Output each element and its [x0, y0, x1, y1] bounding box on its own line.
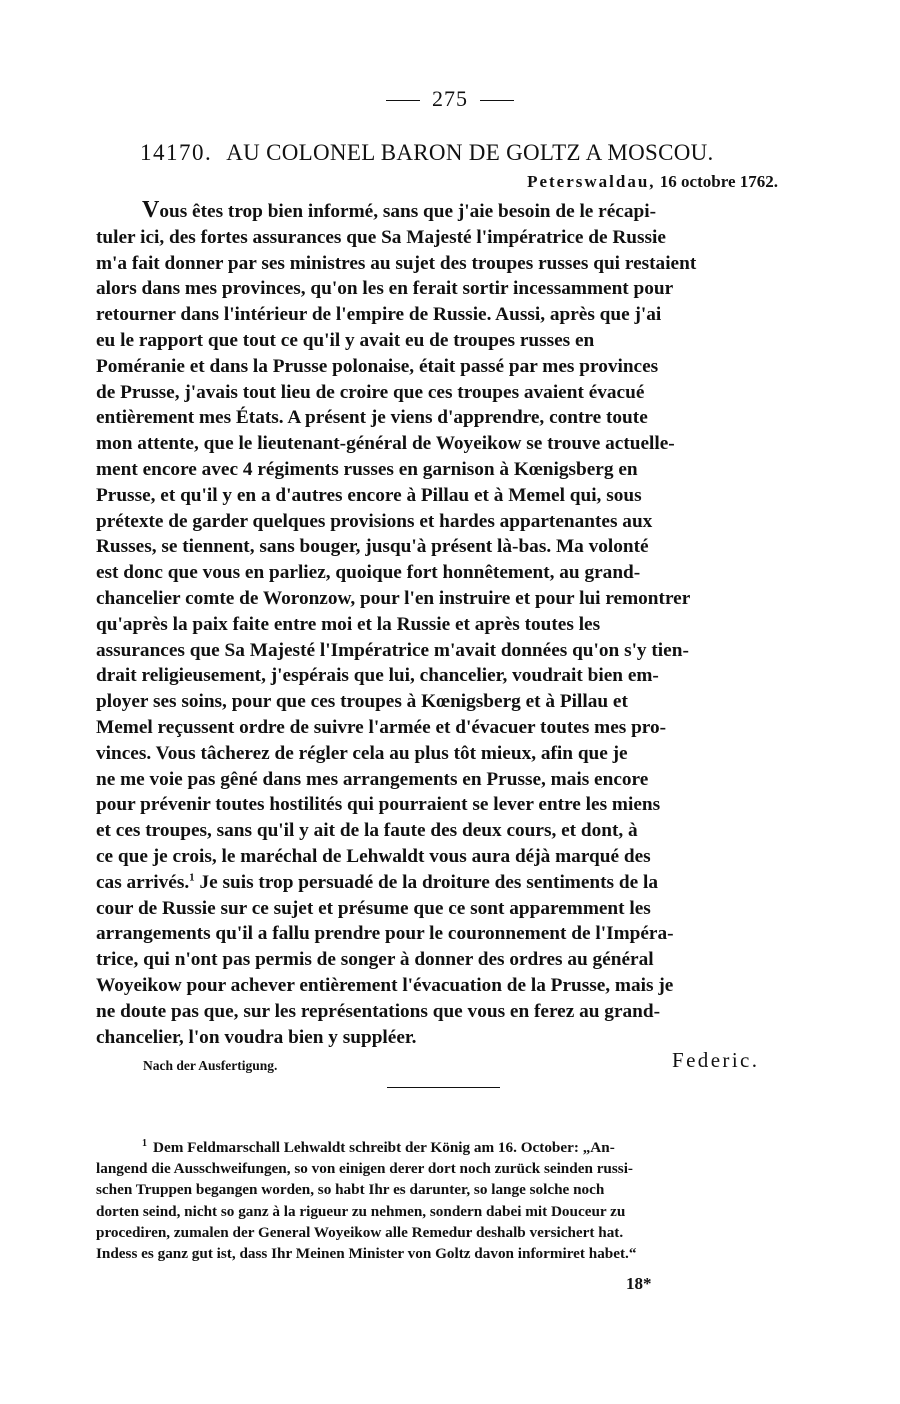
- body-line: ployer ses soins, pour que ces troupes à Kœnigsberg et à Pillau et: [96, 691, 628, 713]
- footnote-line: schen Truppen begangen worden, so habt Ihr es darunter, so lange solche noch: [96, 1181, 605, 1199]
- footnote-line: langend die Ausschweifungen, so von einigen derer dort noch zurück seinden russi-: [96, 1160, 633, 1178]
- body-line: Memel reçussent ordre de suivre l'armée et d'évacuer toutes mes pro-: [96, 716, 667, 738]
- footnote-line: Indess es ganz gut ist, dass Ihr Meinen Minister von Goltz davon informiret habet.“: [96, 1245, 637, 1263]
- body-line: Russes, se tiennent, sans bouger, jusqu'à présent là-bas. Ma volonté: [96, 536, 649, 558]
- body-line: eu le rapport que tout ce qu'il y avait eu de troupes russes en: [96, 329, 595, 351]
- body-line: arrangements qu'il a fallu prendre pour le couronnement de l'Impéra-: [96, 923, 674, 945]
- footnote-line: dorten seind, nicht so ganz à la rigueur zu nehmen, sondern dabei mit Douceur zu: [96, 1202, 626, 1220]
- body-line: Vous êtes trop bien informé, sans que j'aie besoin de le récapi-: [142, 197, 656, 223]
- sheet-signature-mark: 18*: [626, 1274, 652, 1293]
- body-line: alors dans mes provinces, qu'on les en ferait sortir incessamment pour: [96, 278, 674, 300]
- letter-title: AU COLONEL BARON DE GOLTZ A MOSCOU.: [226, 140, 714, 165]
- body-line: est donc que vous en parliez, quoique fort honnêtement, au grand-: [96, 562, 641, 584]
- letter-number: 14170.: [140, 140, 213, 165]
- body-line: Woyeikow pour achever entièrement l'évacuation de la Prusse, mais je: [96, 974, 674, 996]
- body-line: tuler ici, des fortes assurances que Sa Majesté l'impératrice de Russie: [96, 226, 666, 248]
- footnote-line: procediren, zumalen der General Woyeikow alle Remedur deshalb versichert hat.: [96, 1223, 624, 1241]
- body-line: drait religieusement, j'espérais que lui, chancelier, voudrait bien em-: [96, 665, 659, 687]
- page-number-left-rule: [386, 100, 420, 101]
- body-line: qu'après la paix faite entre moi et la Russie et après toutes les: [96, 613, 601, 635]
- footnote-marker: 1: [142, 1137, 147, 1149]
- page-number: [0, 86, 900, 112]
- body-line: et ces troupes, sans qu'il y ait de la faute des deux cours, et dont, à: [96, 820, 638, 842]
- page-number-right-rule: [480, 100, 514, 101]
- signature: Federic.: [672, 1048, 760, 1072]
- body-line: Poméranie et dans la Prusse polonaise, était passé par mes provinces: [96, 355, 659, 377]
- body-line: ce que je crois, le maréchal de Lehwaldt vous aura déjà marqué des: [96, 845, 651, 867]
- footnote-line: $^1$ Dem Feldmarschall Lehwaldt schreibt der König am 16. October: „An-: [142, 1137, 615, 1156]
- body-line: mon attente, que le lieutenant-général de Woyeikow se trouve actuelle-: [96, 433, 675, 455]
- body-line: entièrement mes États. A présent je viens d'apprendre, contre toute: [96, 407, 648, 429]
- body-line: m'a fait donner par ses ministres au sujet des troupes russes qui restaient: [96, 252, 697, 274]
- footnote: [96, 1137, 796, 1264]
- letter-body: [96, 198, 794, 1050]
- body-line: de Prusse, j'avais tout lieu de croire que ces troupes avaient évacué: [96, 381, 645, 403]
- body-line: trice, qui n'ont pas permis de songer à donner des ordres au général: [96, 949, 654, 971]
- dateline-date: 16 octobre 1762.: [659, 172, 778, 191]
- body-line: cour de Russie sur ce sujet et présume que ce sont apparemment les: [96, 897, 651, 919]
- body-line: prétexte de garder quelques provisions et hardes appartenantes aux: [96, 510, 653, 532]
- body-line: vinces. Vous tâcherez de régler cela au plus tôt mieux, afin que je: [96, 742, 628, 764]
- letter-heading: [140, 140, 714, 166]
- body-line: pour prévenir toutes hostilités qui pourraient se lever entre les miens: [96, 794, 661, 816]
- body-line: chancelier, l'on voudra bien y suppléer.: [96, 1026, 417, 1048]
- body-line: ment encore avec 4 régiments russes en garnison à Kœnigsberg en: [96, 458, 638, 480]
- dropcap: V: [142, 197, 160, 223]
- page-number-value: 275: [432, 86, 468, 111]
- footnote-reference: 1: [189, 871, 195, 884]
- body-line: cas arrivés.$^1$ Je suis trop persuadé de la droiture des sentiments de la: [96, 871, 658, 893]
- dateline: [527, 172, 778, 192]
- body-line: assurances que Sa Majesté l'Impératrice m'avait données qu'on s'y tien-: [96, 639, 689, 661]
- body-line: ne doute pas que, sur les représentations que vous en ferez au grand-: [96, 1000, 661, 1022]
- source-note: Nach der Ausfertigung.: [143, 1058, 278, 1073]
- dateline-place: Peterswaldau,: [527, 172, 656, 191]
- body-line: Prusse, et qu'il y en a d'autres encore à Pillau et à Memel qui, sous: [96, 484, 642, 506]
- body-line: ne me voie pas gêné dans mes arrangements en Prusse, mais encore: [96, 768, 649, 790]
- body-line: retourner dans l'intérieur de l'empire de Russie. Aussi, après que j'ai: [96, 304, 662, 326]
- footnote-separator: [387, 1087, 500, 1088]
- body-line: chancelier comte de Woronzow, pour l'en instruire et pour lui remontrer: [96, 587, 691, 609]
